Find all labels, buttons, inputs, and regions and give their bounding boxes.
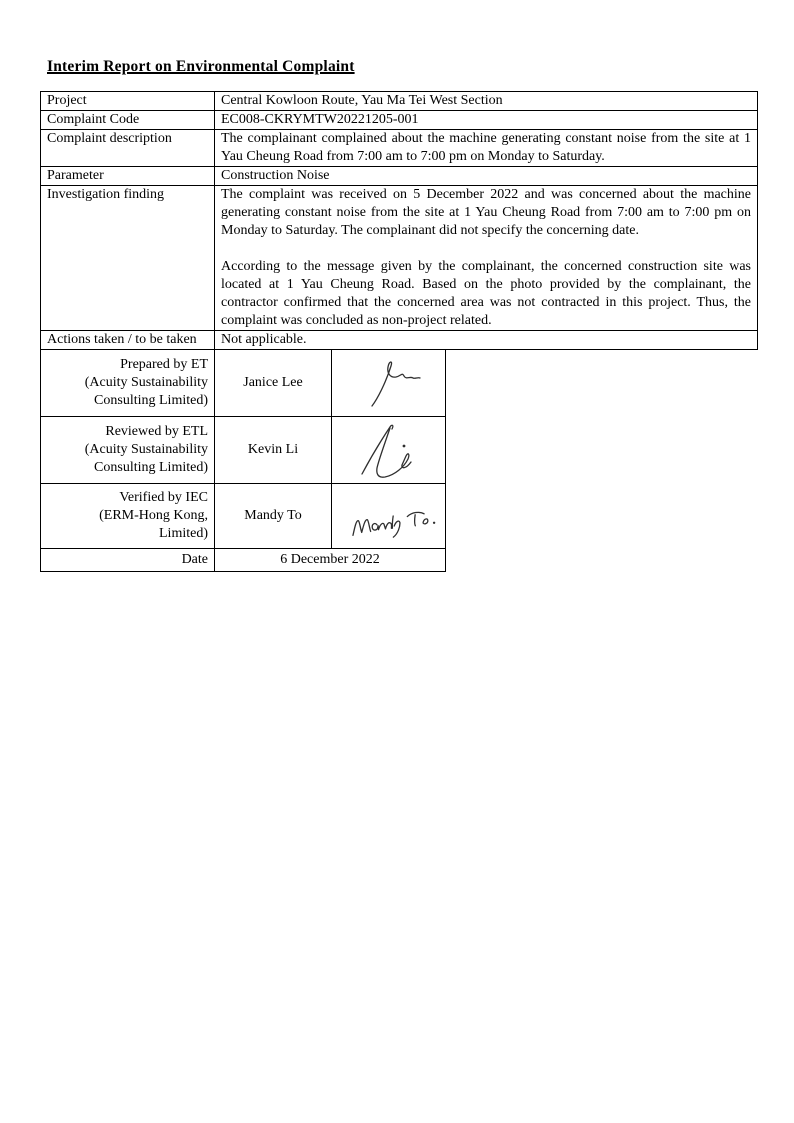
- investigation-paragraph-1: The complaint was received on 5 December 2022 and was concerned about the machine generating constant noise from the site at 1 Yau Cheung Road from 7:00 am to 7:00 pm on Monday to Saturday. The complainant did not specify the concerning date.: [221, 187, 751, 238]
- prepared-by-signature-cell: [332, 350, 446, 417]
- verified-role-line: Verified by IEC: [119, 490, 208, 505]
- complaint-code-label: Complaint Code: [41, 111, 215, 130]
- parameter-value: Construction Noise: [215, 167, 758, 186]
- verified-org-line-1: (ERM-Hong Kong,: [99, 508, 208, 523]
- verified-by-signature-cell: [332, 484, 446, 549]
- investigation-finding-label: Investigation finding: [41, 186, 215, 331]
- actions-taken-label: Actions taken / to be taken: [41, 331, 215, 350]
- signature-janice-lee: [338, 352, 446, 414]
- signoff-row-verified: [41, 484, 446, 549]
- table-row-investigation-finding: [41, 186, 758, 331]
- table-row-project: [41, 92, 758, 111]
- project-label: Project: [41, 92, 215, 111]
- reviewed-role-line: Reviewed by ETL: [105, 424, 208, 439]
- parameter-label: Parameter: [41, 167, 215, 186]
- reviewed-org-line-2: Consulting Limited): [94, 460, 208, 475]
- reviewed-by-label: [41, 417, 215, 484]
- investigation-finding-value: [215, 186, 758, 331]
- prepared-by-label: [41, 350, 215, 417]
- table-row-parameter: [41, 167, 758, 186]
- reviewed-by-signature-cell: [332, 417, 446, 484]
- date-value: 6 December 2022: [215, 549, 446, 572]
- signoff-table: [40, 349, 446, 572]
- project-value: Central Kowloon Route, Yau Ma Tei West Section: [215, 92, 758, 111]
- signoff-row-date: [41, 549, 446, 572]
- report-title: Interim Report on Environmental Complaint: [47, 58, 355, 75]
- date-label: Date: [41, 549, 215, 572]
- prepared-by-name: Janice Lee: [215, 350, 332, 417]
- investigation-paragraph-2: According to the message given by the complainant, the concerned construction site was located at 1 Yau Cheung Road. Based on the photo provided by the complainant, the contractor confirmed that the concerned area was not contracted in this project. Thus, the complaint was concluded as non-project related.: [221, 259, 751, 328]
- prepared-org-line-2: Consulting Limited): [94, 393, 208, 408]
- prepared-org-line-1: (Acuity Sustainability: [84, 375, 208, 390]
- actions-taken-value: Not applicable.: [215, 331, 758, 350]
- verified-by-name: Mandy To: [215, 484, 332, 549]
- verified-by-label: [41, 484, 215, 549]
- signoff-row-prepared: [41, 350, 446, 417]
- signoff-row-reviewed: [41, 417, 446, 484]
- table-row-actions-taken: [41, 331, 758, 350]
- complaint-details-table: [40, 91, 758, 350]
- table-row-complaint-code: [41, 111, 758, 130]
- complaint-code-value: EC008-CKRYMTW20221205-001: [215, 111, 758, 130]
- signature-mandy-to: [338, 486, 446, 546]
- table-row-complaint-description: [41, 130, 758, 167]
- complaint-description-value: The complainant complained about the machine generating constant noise from the site at 1 Yau Cheung Road from 7:00 am to 7:00 pm on Monday to Saturday.: [215, 130, 758, 167]
- signature-kevin-li: [338, 419, 446, 481]
- prepared-role-line: Prepared by ET: [120, 357, 208, 372]
- verified-org-line-2: Limited): [159, 526, 208, 541]
- reviewed-org-line-1: (Acuity Sustainability: [84, 442, 208, 457]
- reviewed-by-name: Kevin Li: [215, 417, 332, 484]
- complaint-description-label: Complaint description: [41, 130, 215, 167]
